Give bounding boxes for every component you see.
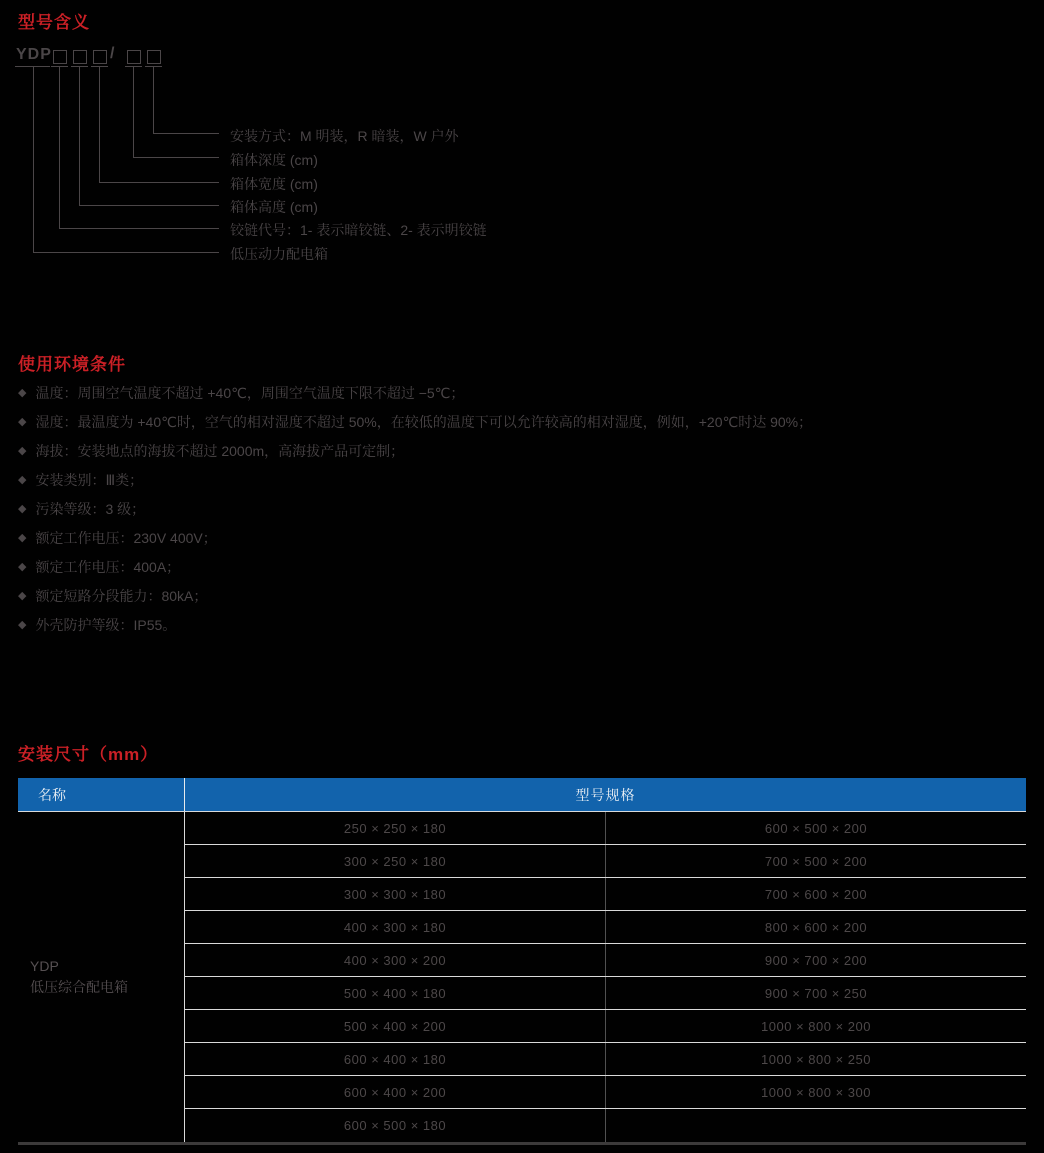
table-cell: 600 × 400 × 180 [185,1043,606,1075]
table-cell: 1000 × 800 × 250 [761,1051,871,1067]
table-cell: 900 × 700 × 200 [764,952,868,968]
table-header-name: 名称 [18,778,185,811]
table-cell: 300 × 250 × 180 [185,845,606,877]
table-row [185,1109,1026,1142]
list-item [18,618,1018,633]
table-row [185,845,1026,878]
model-code-label: 安装方式：M 明装，R 暗装，W 户外 [230,128,459,144]
table-row [185,911,1026,944]
env-item-text: 海拔：安装地点的海拔不超过 2000m，高海拔产品可定制； [35,443,405,459]
table-cell: 800 × 600 × 200 [764,919,868,935]
table-cell: 400 × 300 × 180 [185,911,606,943]
table-cell: 1000 × 800 × 200 [761,1018,871,1034]
list-item [18,473,1018,488]
table-row [185,1010,1026,1043]
table-row [185,944,1026,977]
diamond-bullet-icon: ◆ [18,590,27,602]
table-cell: 250 × 250 × 180 [185,812,606,844]
model-meaning-section [0,0,1044,300]
list-item [18,386,1018,401]
dimensions-table [18,778,1026,1145]
model-code-box [93,50,107,64]
list-item [18,502,1018,517]
model-code-label: 箱体深度 (cm) [230,152,318,168]
list-item [18,560,1018,575]
table-header-row [18,778,1026,811]
table-cell: 500 × 400 × 180 [185,977,606,1009]
env-item-text: 污染等级：3 级； [35,501,146,517]
env-item-text: 湿度：最温度为 +40℃时，空气的相对湿度不超过 50%，在较低的温度下可以允许较高的相对湿度，例如，+20℃时达 90%； [35,414,813,430]
diamond-bullet-icon: ◆ [18,619,27,631]
table-cell: 900 × 700 × 250 [764,985,868,1001]
table-cell: 600 × 500 × 180 [185,1109,606,1142]
list-item [18,531,1018,546]
product-name: 低压综合配电箱 [30,979,128,995]
model-separator: / [110,45,115,62]
model-code-label: 低压动力配电箱 [230,246,328,262]
model-code-box [73,50,87,64]
dims-section-title: 安装尺寸（mm） [18,745,159,764]
table-row [185,1076,1026,1109]
diamond-bullet-icon: ◆ [18,387,27,399]
table-cell: 500 × 400 × 200 [185,1010,606,1042]
table-cell: 600 × 400 × 200 [185,1076,606,1108]
table-cell: 600 × 500 × 200 [764,820,868,836]
table-body [18,811,1026,1145]
list-item [18,415,1018,430]
table-product-cell [18,812,185,1142]
product-model: YDP [30,958,59,974]
table-spec-columns [185,812,1026,1142]
model-code-box [127,50,141,64]
model-code-label: 箱体高度 (cm) [230,199,318,215]
list-item [18,589,1018,604]
diamond-bullet-icon: ◆ [18,503,27,515]
diamond-bullet-icon: ◆ [18,445,27,457]
diamond-bullet-icon: ◆ [18,532,27,544]
env-item-text: 安装类别：Ⅲ类； [35,472,144,488]
table-cell [606,1109,1026,1142]
table-cell: 700 × 500 × 200 [764,853,868,869]
table-cell: 1000 × 800 × 300 [761,1084,871,1100]
table-row [185,878,1026,911]
table-row [185,1043,1026,1076]
env-item-text: 额定工作电压：400A； [35,559,181,575]
env-section-title: 使用环境条件 [18,355,126,374]
env-item-text: 外壳防护等级：IP55。 [35,617,177,633]
model-code-label: 箱体宽度 (cm) [230,176,318,192]
table-cell: 400 × 300 × 200 [185,944,606,976]
table-row [185,812,1026,845]
env-conditions-list [18,386,1018,647]
callout-line [153,67,219,134]
model-code-box [53,50,67,64]
model-code-label: 铰链代号：1- 表示暗铰链、2- 表示明铰链 [230,222,487,238]
diamond-bullet-icon: ◆ [18,416,27,428]
env-item-text: 额定工作电压：230V 400V； [35,530,217,546]
table-row [185,977,1026,1010]
table-cell: 700 × 600 × 200 [764,886,868,902]
model-prefix: YDP [16,46,52,63]
model-code-box [147,50,161,64]
diamond-bullet-icon: ◆ [18,474,27,486]
table-header-spec: 型号规格 [575,786,636,803]
list-item [18,444,1018,459]
model-section-title: 型号含义 [18,13,90,32]
diamond-bullet-icon: ◆ [18,561,27,573]
env-item-text: 额定短路分段能力：80kA； [35,588,208,604]
env-item-text: 温度：周围空气温度不超过 +40℃，周围空气温度下限不超过 −5℃； [35,385,465,401]
table-cell: 300 × 300 × 180 [185,878,606,910]
